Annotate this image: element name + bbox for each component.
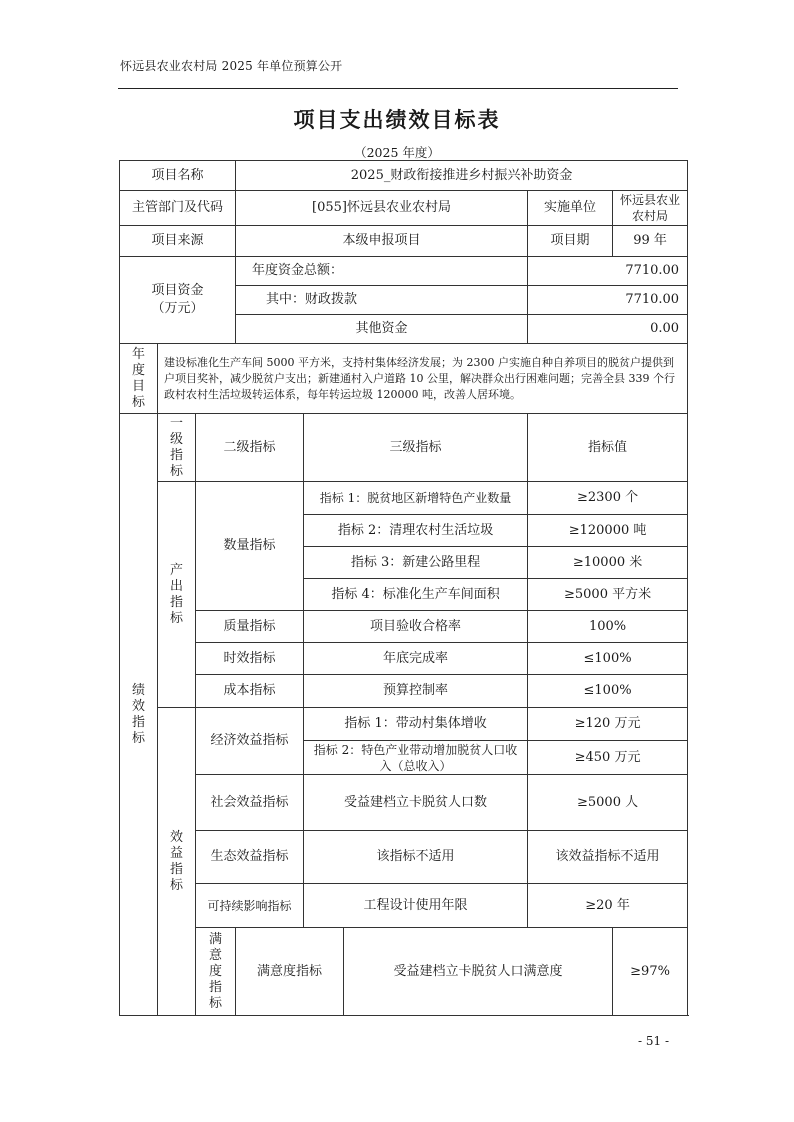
project-period-value: 99 年 — [613, 226, 688, 257]
quantity-indicators-label: 数量指标 — [196, 482, 304, 611]
project-source-label: 项目来源 — [120, 226, 236, 257]
project-name-value: 2025_财政衔接推进乡村振兴补助资金 — [236, 161, 688, 191]
quantity-indicator-4-name: 指标 4：标准化生产车间面积 — [304, 579, 528, 611]
quantity-indicator-2-name: 指标 2：清理农村生活垃圾 — [304, 515, 528, 547]
ecological-row — [120, 831, 688, 884]
funds-other-value: 0.00 — [528, 315, 688, 344]
project-period-label: 项目期 — [528, 226, 613, 257]
satisfaction-indicator-value: ≥97% — [613, 928, 688, 1016]
funds-fiscal-value: 7710.00 — [528, 286, 688, 315]
project-source-value: 本级申报项目 — [236, 226, 528, 257]
economic-indicator-2-value: ≥450 万元 — [528, 741, 688, 775]
timeliness-row — [120, 643, 688, 675]
satisfaction-row — [120, 928, 688, 1016]
quality-indicators-label: 质量指标 — [196, 611, 304, 643]
social-indicator-name: 受益建档立卡脱贫人口数 — [304, 775, 528, 831]
funds-total-row — [120, 257, 688, 286]
project-name-label: 项目名称 — [120, 161, 236, 191]
satisfaction-sub-label: 满意度指标 — [236, 928, 344, 1016]
cost-indicator-name: 预算控制率 — [304, 675, 528, 708]
economic-row-1 — [120, 708, 688, 741]
quantity-indicator-3-value: ≥10000 米 — [528, 547, 688, 579]
project-source-row — [120, 226, 688, 257]
cost-indicator-value: ≤100% — [528, 675, 688, 708]
department-label: 主管部门及代码 — [120, 191, 236, 226]
level1-header — [158, 414, 196, 482]
annual-goal-text: 建设标准化生产车间 5000 平方米，支持村集体经济发展；为 2300 户实施自种自养项目的脱贫户提供到户项目奖补，减少脱贫户支出；新建通村入户道路 10 公里，解决群众出行困难问题；完善全县 339 个行政村农村生活垃圾转运体系，每年转运垃圾 120000 吨，改善人居环境。 — [158, 344, 688, 414]
satisfaction-indicators-label — [196, 928, 236, 1016]
header-divider — [118, 88, 678, 89]
indicator-header-row — [120, 414, 688, 482]
page-subtitle: （2025 年度） — [354, 145, 440, 160]
performance-indicators-label-text: 绩效指标 — [131, 682, 145, 746]
social-row — [120, 775, 688, 831]
funds-total-value: 7710.00 — [528, 257, 688, 286]
quantity-row-1 — [120, 482, 688, 515]
ecological-indicator-name: 该指标不适用 — [304, 831, 528, 884]
output-indicators-label-text: 产出指标 — [169, 562, 183, 626]
sustainable-impact-label: 可持续影响指标 — [196, 884, 304, 928]
quantity-indicator-3-name: 指标 3：新建公路里程 — [304, 547, 528, 579]
value-header: 指标值 — [528, 414, 688, 482]
document-header: 怀远县农业农村局 2025 年单位预算公开 — [120, 59, 343, 73]
ecological-benefit-label: 生态效益指标 — [196, 831, 304, 884]
cost-indicators-label: 成本指标 — [196, 675, 304, 708]
page-title: 项目支出绩效目标表 — [293, 107, 501, 132]
economic-indicator-1-value: ≥120 万元 — [528, 708, 688, 741]
quantity-indicator-4-value: ≥5000 平方米 — [528, 579, 688, 611]
social-indicator-value: ≥5000 人 — [528, 775, 688, 831]
quality-row — [120, 611, 688, 643]
quality-indicator-value: 100% — [528, 611, 688, 643]
sustainable-indicator-name: 工程设计使用年限 — [304, 884, 528, 928]
page-number: - 51 - — [638, 1034, 670, 1048]
funds-label-text: 项目资金（万元） — [151, 283, 204, 316]
quality-indicator-name: 项目验收合格率 — [304, 611, 528, 643]
project-name-row — [120, 161, 688, 191]
timeliness-indicator-value: ≤100% — [528, 643, 688, 675]
level1-header-text: 一级指标 — [169, 415, 183, 479]
economic-benefit-label: 经济效益指标 — [196, 708, 304, 775]
quantity-indicator-2-value: ≥120000 吨 — [528, 515, 688, 547]
ecological-indicator-value: 该效益指标不适用 — [528, 831, 688, 884]
funds-total-label: 年度资金总额： — [236, 257, 528, 286]
performance-indicators-label — [120, 414, 158, 1016]
performance-target-table — [119, 160, 688, 1016]
output-indicators-label — [158, 482, 196, 708]
quantity-indicator-1-value: ≥2300 个 — [528, 482, 688, 515]
annual-goal-row — [120, 344, 688, 414]
sustainable-row — [120, 884, 688, 928]
social-benefit-label: 社会效益指标 — [196, 775, 304, 831]
economic-indicator-1-name: 指标 1：带动村集体增收 — [304, 708, 528, 741]
level3-header: 三级指标 — [304, 414, 528, 482]
department-row — [120, 191, 688, 226]
implementing-unit-value: 怀远县农业农村局 — [613, 191, 688, 226]
economic-indicator-2-name: 指标 2：特色产业带动增加脱贫人口收入（总收入） — [304, 741, 528, 775]
satisfaction-indicators-label-text: 满意度指标 — [209, 931, 223, 1011]
benefit-indicators-label — [158, 708, 196, 1016]
benefit-indicators-label-text: 效益指标 — [169, 829, 183, 893]
timeliness-indicators-label: 时效指标 — [196, 643, 304, 675]
annual-goal-label-text: 年度目标 — [131, 346, 145, 410]
department-value: [055]怀远县农业农村局 — [236, 191, 528, 226]
implementing-unit-label: 实施单位 — [528, 191, 613, 226]
level2-header: 二级指标 — [196, 414, 304, 482]
sustainable-indicator-value: ≥20 年 — [528, 884, 688, 928]
timeliness-indicator-name: 年底完成率 — [304, 643, 528, 675]
annual-goal-label — [120, 344, 158, 414]
funds-fiscal-label: 其中：财政拨款 — [236, 286, 528, 315]
satisfaction-indicator-name: 受益建档立卡脱贫人口满意度 — [344, 928, 613, 1016]
quantity-indicator-1-name: 指标 1：脱贫地区新增特色产业数量 — [304, 482, 528, 515]
funds-other-label: 其他资金 — [236, 315, 528, 344]
funds-label — [120, 257, 236, 344]
cost-row — [120, 675, 688, 708]
